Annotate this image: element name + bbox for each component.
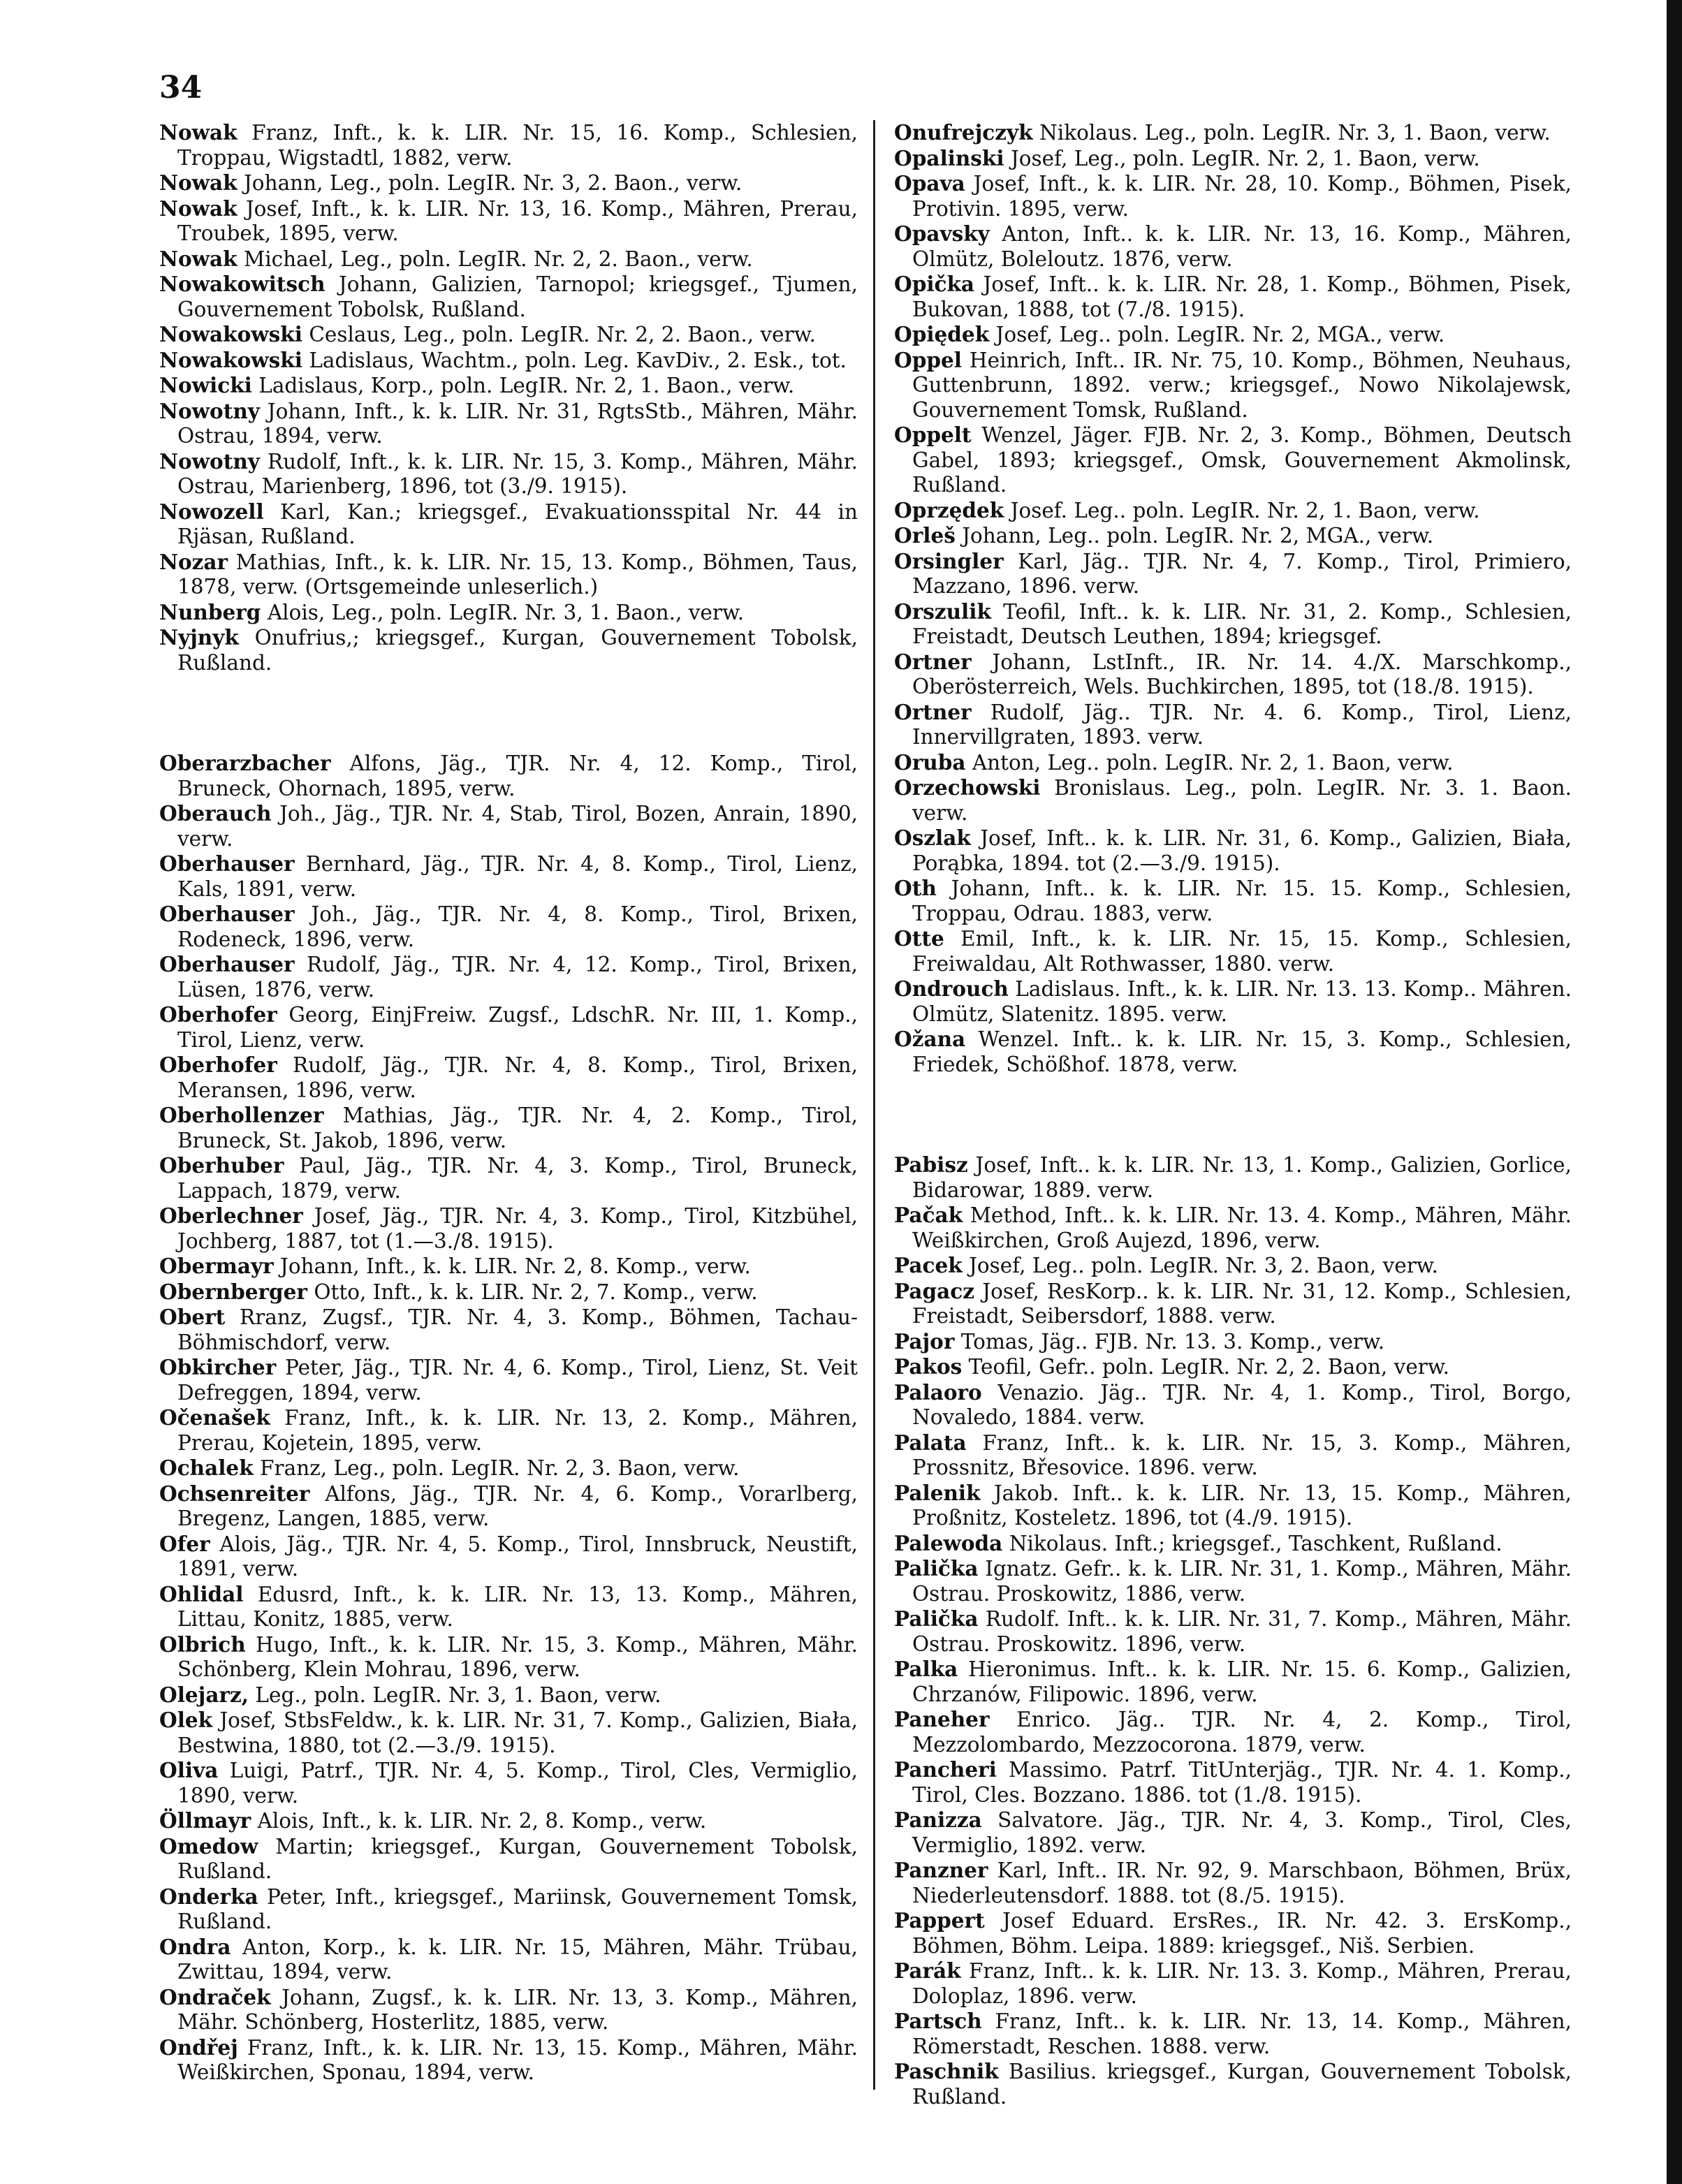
- list-item: [894, 423, 1572, 498]
- entry-name: Pancheri: [894, 1757, 997, 1782]
- entry-name: Oberhollenzer: [159, 1103, 324, 1127]
- list-item: [894, 700, 1572, 750]
- entry-text: Nikolaus. Leg., poln. LegIR. Nr. 3, 1. Baon, verw.: [1039, 121, 1551, 145]
- list-item: [894, 2059, 1572, 2109]
- entry-text: Johann, Zugsf., k. k. LIR. Nr. 13, 3. Komp., Mähren, Mähr. Schönberg, Hosterlitz, 1885, verw.: [177, 1985, 858, 2034]
- entry-name: Oth: [894, 876, 937, 900]
- entry-text: Alfons, Jäg., TJR. Nr. 4, 12. Komp., Tirol, Bruneck, Ohornach, 1895, verw.: [177, 752, 858, 800]
- list-item: [159, 902, 858, 952]
- entry-text: Josef, Inft., k. k. LIR. Nr. 13, 16. Komp., Mähren, Prerau, Troubek, 1895, verw.: [177, 196, 858, 245]
- list-item: [894, 775, 1572, 826]
- entry-text: Ceslaus, Leg., poln. LegIR. Nr. 2, 2. Baon., verw.: [309, 323, 816, 346]
- list-item: [159, 2035, 858, 2086]
- list-item: [894, 1531, 1572, 1557]
- entry-group-p: [894, 1152, 1572, 2109]
- entry-name: Oberhauser: [159, 952, 295, 976]
- entry-name: Orleš: [894, 523, 956, 548]
- entry-text: Bernhard, Jäg., TJR. Nr. 4, 8. Komp., Tirol, Lienz, Kals, 1891, verw.: [177, 852, 858, 901]
- entry-text: Josef, Inft.. k. k. LIR. Nr. 13, 1. Komp., Galizien, Gorlice, Bidarowar, 1889. verw.: [912, 1153, 1572, 1202]
- entry-name: Oliva: [159, 1758, 219, 1782]
- entry-text: Johann, Inft., k. k. LIR. Nr. 2, 8. Komp., verw.: [280, 1254, 751, 1278]
- entry-name: Obkircher: [159, 1355, 277, 1379]
- list-item: [894, 1279, 1572, 1329]
- page-number: 34: [159, 70, 203, 105]
- entry-text: Johann, LstInft., IR. Nr. 14. 4./X. Marschkomp., Oberösterreich, Wels. Buchkirchen, 1895, tot (18./8. 1915).: [912, 650, 1572, 698]
- entry-name: Paneher: [894, 1707, 990, 1731]
- column-divider: [873, 120, 875, 2090]
- entry-name: Palka: [894, 1657, 958, 1681]
- entry-name: Nowotny: [159, 448, 260, 474]
- entry-text: Rudolf, Inft., k. k. LIR. Nr. 15, 3. Komp., Mähren, Mähr. Ostrau, Marienberg, 1896, tot (3./9. 1915).: [177, 449, 858, 498]
- entry-name: Pakos: [894, 1354, 963, 1379]
- list-item: [159, 373, 858, 399]
- entry-text: Method, Inft.. k. k. LIR. Nr. 13. 4. Komp., Mähren, Mähr. Weißkirchen, Groß Aujezd, 1896, verw.: [912, 1203, 1572, 1252]
- list-item: [894, 146, 1572, 172]
- entry-name: Ožana: [894, 1027, 966, 1051]
- list-item: [894, 523, 1572, 549]
- list-item: [159, 1532, 858, 1582]
- section-gap: [894, 1077, 1572, 1152]
- list-item: [159, 170, 858, 196]
- entry-text: Josef, Inft.. k. k. LIR. Nr. 28, 1. Komp., Böhmen, Pisek, Bukovan, 1888, tot (7./8. 1915).: [912, 272, 1572, 321]
- entry-name: Onderka: [159, 1884, 258, 1909]
- entry-name: Öllmayr: [159, 1808, 251, 1833]
- entry-text: Josef. Leg.. poln. LegIR. Nr. 2, 1. Baon, verw.: [1010, 498, 1480, 522]
- list-item: [894, 120, 1572, 146]
- entry-text: Venazio. Jäg.. TJR. Nr. 4, 1. Komp., Tirol, Borgo, Novaledo, 1884. verw.: [912, 1380, 1572, 1429]
- entry-text: Leg., poln. LegIR. Nr. 3, 1. Baon, verw.: [255, 1683, 661, 1707]
- entry-text: Rudolf, Jäg., TJR. Nr. 4, 8. Komp., Tirol, Brixen, Meransen, 1896, verw.: [177, 1053, 858, 1102]
- entry-text: Martin; kriegsgef., Kurgan, Gouvernement Tobolsk, Rußland.: [177, 1834, 858, 1883]
- list-item: [894, 826, 1572, 876]
- list-item: [894, 171, 1572, 221]
- list-item: [894, 1657, 1572, 1707]
- entry-text: Karl, Inft.. IR. Nr. 92, 9. Marschbaon, Böhmen, Brüx, Niederleutensdorf. 1888. tot (8./5. 1915).: [912, 1859, 1572, 1907]
- list-item: [894, 1380, 1572, 1430]
- entry-name: Nowakowski: [159, 322, 302, 346]
- entry-name: Opalinski: [894, 145, 1004, 170]
- entry-name: Oszlak: [894, 826, 971, 850]
- list-item: [159, 1305, 858, 1355]
- list-item: [159, 1405, 858, 1456]
- entry-text: Paul, Jäg., TJR. Nr. 4, 3. Komp., Tirol, Bruneck, Lappach, 1879, verw.: [177, 1154, 858, 1203]
- entry-text: Basilius. kriegsgef., Kurgan, Gouvernement Tobolsk, Rußland.: [912, 2060, 1572, 2109]
- entry-name: Oprzędek: [894, 497, 1004, 522]
- entry-text: Emil, Inft., k. k. LIR. Nr. 15, 15. Komp., Schlesien, Freiwaldau, Alt Rothwasser, 1880. verw.: [912, 927, 1572, 976]
- entry-name: Obermayr: [159, 1254, 274, 1278]
- entry-name: Olejarz,: [159, 1682, 249, 1707]
- scan-edge: [1667, 0, 1682, 2184]
- entry-text: Mathias, Inft., k. k. LIR. Nr. 15, 13. Komp., Böhmen, Taus, 1878, verw. (Ortsgemeinde unleserlich.): [177, 550, 858, 599]
- entry-name: Oppelt: [894, 423, 972, 447]
- entry-name: Onufrejczyk: [894, 120, 1033, 145]
- list-item: [159, 851, 858, 902]
- entry-name: Olek: [159, 1708, 213, 1732]
- entry-text: Georg, EinjFreiw. Zugsf., LdschR. Nr. III, 1. Komp., Tirol, Lienz, verw.: [177, 1003, 858, 1052]
- entry-name: Partsch: [894, 2009, 982, 2033]
- entry-name: Nunberg: [159, 599, 261, 624]
- entry-text: Alois, Leg., poln. LegIR. Nr. 3, 1. Baon., verw.: [267, 600, 745, 624]
- entry-name: Nowak: [159, 196, 237, 221]
- entry-name: Pabisz: [894, 1152, 968, 1177]
- list-item: [159, 1280, 858, 1305]
- entry-name: Očenašek: [159, 1405, 270, 1430]
- entry-text: Rudolf. Inft.. k. k. LIR. Nr. 31, 7. Komp., Mähren, Mähr. Ostrau. Proskowitz. 1896, verw.: [912, 1607, 1572, 1656]
- entry-name: Orsingler: [894, 548, 1004, 573]
- entry-text: Joh., Jäg., TJR. Nr. 4, 8. Komp., Tirol, Brixen, Rodeneck, 1896, verw.: [177, 902, 858, 951]
- entry-name: Opička: [894, 272, 975, 296]
- list-item: [894, 1757, 1572, 1808]
- list-item: [894, 1958, 1572, 2009]
- list-item: [894, 221, 1572, 272]
- entry-text: Bronislaus. Leg., poln. LegIR. Nr. 3. 1. Baon. verw.: [912, 776, 1572, 825]
- entry-text: Heinrich, Inft.. IR. Nr. 75, 10. Komp., Böhmen, Neuhaus, Guttenbrunn, 1892. verw.; kriegsgef., Nowo Nikolajewsk, Gouvernement Tomsk, Rußland.: [912, 348, 1572, 422]
- list-item: [894, 1606, 1572, 1657]
- entry-text: Alois, Jäg., TJR. Nr. 4, 5. Komp., Tirol, Innsbruck, Neustift, 1891, verw.: [177, 1532, 858, 1581]
- list-item: [894, 348, 1572, 423]
- list-item: [894, 1152, 1572, 1203]
- list-item: [159, 751, 858, 801]
- entry-name: Ortner: [894, 649, 972, 674]
- entry-text: Franz, Inft.. k. k. LIR. Nr. 13, 14. Komp., Mähren, Römerstadt, Reschen. 1888. verw.: [912, 2009, 1572, 2058]
- entry-name: Obert: [159, 1305, 226, 1329]
- list-item: [894, 926, 1572, 976]
- entry-text: Alois, Inft., k. k. LIR. Nr. 2, 8. Komp., verw.: [257, 1809, 707, 1833]
- entry-text: Johann, Galizien, Tarnopol; kriegsgef., Tjumen, Gouvernement Tobolsk, Rußland.: [177, 272, 858, 321]
- list-item: [159, 1884, 858, 1935]
- entry-text: Josef, Leg.. poln. LegIR. Nr. 2, MGA., verw.: [995, 323, 1445, 346]
- entry-name: Paschnik: [894, 2059, 999, 2083]
- list-item: [894, 1354, 1572, 1380]
- entry-name: Nowakowitsch: [159, 272, 326, 296]
- entry-text: Johann, Inft., k. k. LIR. Nr. 31, RgtsStb., Mähren, Mähr. Ostrau, 1894, verw.: [177, 399, 858, 448]
- entry-text: Ladislaus, Korp., poln. LegIR. Nr. 2, 1. Baon., verw.: [258, 374, 795, 397]
- entry-text: Teofil, Inft.. k. k. LIR. Nr. 31, 2. Komp., Schlesien, Freistadt, Deutsch Leuthen, 1894; kriegsgef.: [912, 599, 1572, 648]
- entry-name: Oberhuber: [159, 1153, 284, 1178]
- entry-text: Salvatore. Jäg., TJR. Nr. 4, 3. Komp., Tirol, Cles, Vermiglio, 1892. verw.: [912, 1808, 1572, 1857]
- list-item: [159, 1254, 858, 1280]
- list-item: [894, 1808, 1572, 1858]
- list-item: [159, 1758, 858, 1808]
- entry-name: Nowak: [159, 246, 237, 271]
- right-column: [894, 120, 1572, 2109]
- entry-text: Otto, Inft., k. k. LIR. Nr. 2, 7. Komp., verw.: [314, 1280, 758, 1304]
- list-item: [159, 1355, 858, 1405]
- list-item: [894, 599, 1572, 650]
- section-gap: [159, 675, 858, 751]
- entry-name: Panzner: [894, 1858, 988, 1882]
- entry-text: Rudolf, Jäg.. TJR. Nr. 4. 6. Komp., Tirol, Lienz, Innervillgraten, 1893. verw.: [912, 700, 1572, 749]
- entry-name: Palička: [894, 1556, 979, 1581]
- entry-text: Alfons, Jäg., TJR. Nr. 4, 6. Komp., Vorarlberg, Bregenz, Langen, 1885, verw.: [177, 1481, 858, 1530]
- entry-text: Josef, StbsFeldw., k. k. LIR. Nr. 31, 7. Komp., Galizien, Biała, Bestwina, 1880, tot (2.—3./9. 1915).: [177, 1708, 858, 1757]
- entry-name: Pačak: [894, 1203, 963, 1227]
- entry-group-o: [159, 751, 858, 2086]
- entry-text: Karl, Kan.; kriegsgef., Evakuationsspital Nr. 44 in Rjäsan, Rußland.: [177, 499, 858, 548]
- entry-text: Teofil, Gefr.. poln. LegIR. Nr. 2, 2. Baon, verw.: [968, 1355, 1450, 1379]
- list-item: [159, 1153, 858, 1203]
- entry-name: Ofer: [159, 1531, 210, 1556]
- list-item: [894, 272, 1572, 322]
- entry-name: Pacek: [894, 1253, 963, 1277]
- list-item: [894, 322, 1572, 348]
- entry-text: Josef, Inft., k. k. LIR. Nr. 28, 10. Komp., Böhmen, Pisek, Protivin. 1895, verw.: [912, 172, 1572, 221]
- entry-name: Ondrouch: [894, 976, 1009, 1001]
- list-item: [159, 499, 858, 550]
- entry-name: Panizza: [894, 1808, 982, 1832]
- entry-name: Opiędek: [894, 322, 990, 346]
- entry-text: Massimo. Patrf. TitUnterjäg., TJR. Nr. 4. 1. Komp., Tirol, Cles. Bozzano. 1886. tot (1./8. 1915).: [912, 1758, 1572, 1807]
- list-item: [894, 1430, 1572, 1481]
- entry-text: Josef, Leg., poln. LegIR. Nr. 2, 1. Baon, verw.: [1010, 146, 1480, 170]
- entry-name: Ondraček: [159, 1984, 271, 2009]
- entry-name: Nozar: [159, 549, 228, 574]
- entry-text: Johann, Inft.. k. k. LIR. Nr. 15. 15. Komp., Schlesien, Troppau, Odrau. 1883, verw.: [912, 877, 1572, 925]
- entry-name: Nowak: [159, 170, 237, 195]
- entry-text: Ladislaus. Inft., k. k. LIR. Nr. 13. 13. Komp.. Mähren. Olmütz, Slatenitz. 1895. verw.: [912, 977, 1572, 1026]
- entry-text: Franz, Inft., k. k. LIR. Nr. 13, 2. Komp., Mähren, Prerau, Kojetein, 1895, verw.: [177, 1406, 858, 1455]
- list-item: [159, 600, 858, 626]
- entry-text: Enrico. Jäg.. TJR. Nr. 4, 2. Komp., Tirol, Mezzolombardo, Mezzocorona. 1879, verw.: [912, 1708, 1572, 1757]
- entry-name: Oberhauser: [159, 902, 295, 926]
- list-item: [159, 120, 858, 170]
- entry-name: Pappert: [894, 1908, 985, 1933]
- list-item: [159, 1985, 858, 2035]
- list-item: [159, 1708, 858, 1758]
- entry-text: Edusrd, Inft., k. k. LIR. Nr. 13, 13. Komp., Mähren, Littau, Konitz, 1885, verw.: [177, 1582, 858, 1631]
- entry-text: Johann, Leg., poln. LegIR. Nr. 3, 2. Baon., verw.: [243, 171, 743, 195]
- list-item: [894, 1556, 1572, 1606]
- entry-name: Ohlidal: [159, 1581, 244, 1606]
- entry-name: Oppel: [894, 347, 962, 372]
- list-item: [894, 750, 1572, 776]
- entry-name: Olbrich: [159, 1632, 246, 1657]
- entry-name: Oberhauser: [159, 851, 295, 876]
- entry-name: Otte: [894, 926, 944, 951]
- list-item: [894, 876, 1572, 926]
- list-item: [159, 952, 858, 1002]
- list-item: [894, 549, 1572, 599]
- entry-text: Hieronimus. Inft.. k. k. LIR. Nr. 15. 6. Komp., Galizien, Chrzanów, Filipowic. 1896, verw.: [912, 1657, 1572, 1706]
- entry-text: Josef, Inft.. k. k. LIR. Nr. 31, 6. Komp., Galizien, Biała, Porąbka, 1894. tot (2.—3./9. 1915).: [912, 826, 1572, 875]
- list-item: [894, 1707, 1572, 1757]
- entry-name: Oberhofer: [159, 1002, 277, 1027]
- entry-name: Palaoro: [894, 1379, 982, 1405]
- entry-text: Ignatz. Gefr.. k. k. LIR. Nr. 31, 1. Komp., Mähren, Mähr. Ostrau. Proskowitz, 1886, verw.: [912, 1557, 1572, 1606]
- entry-text: Karl, Jäg.. TJR. Nr. 4, 7. Komp., Tirol, Primiero, Mazzano, 1896. verw.: [912, 549, 1572, 598]
- entry-text: Peter, Inft., kriegsgef., Mariinsk, Gouvernement Tomsk, Rußland.: [177, 1884, 858, 1933]
- list-item: [159, 196, 858, 247]
- entry-text: Anton, Korp., k. k. LIR. Nr. 15, Mähren, Mähr. Trübau, Zwittau, 1894, verw.: [177, 1935, 858, 1984]
- list-item: [159, 399, 858, 449]
- entry-text: Franz, Inft., k. k. LIR. Nr. 13, 15. Komp., Mähren, Mähr. Weißkirchen, Sponau, 1894, verw.: [177, 2035, 858, 2084]
- entry-text: Onufrius,; kriegsgef., Kurgan, Gouvernement Tobolsk, Rußland.: [177, 626, 858, 675]
- list-item: [894, 1027, 1572, 1077]
- list-item: [894, 650, 1572, 700]
- entry-name: Oberauch: [159, 801, 272, 826]
- entry-text: Joh., Jäg., TJR. Nr. 4, Stab, Tirol, Bozen, Anrain, 1890, verw.: [177, 802, 858, 851]
- entry-name: Pajor: [894, 1328, 955, 1354]
- left-column: [159, 120, 858, 2086]
- entry-name: Ochalek: [159, 1456, 254, 1480]
- list-item: [894, 1203, 1572, 1253]
- entry-name: Palička: [894, 1606, 979, 1631]
- entry-text: Nikolaus. Inft.; kriegsgef., Taschkent, Rußland.: [1009, 1531, 1502, 1555]
- entry-text: Franz, Inft.. k. k. LIR. Nr. 13. 3. Komp., Mähren, Prerau, Doloplaz, 1896. verw.: [912, 1959, 1572, 2008]
- entry-text: Mathias, Jäg., TJR. Nr. 4, 2. Komp., Tirol, Bruneck, St. Jakob, 1896, verw.: [177, 1104, 858, 1152]
- entry-text: Franz, Inft.. k. k. LIR. Nr. 15, 3. Komp., Mähren, Prossnitz, Břesovice. 1896. verw.: [912, 1430, 1572, 1479]
- entry-name: Opava: [894, 171, 965, 196]
- list-item: [159, 247, 858, 272]
- entry-name: Ondřej: [159, 2035, 238, 2060]
- list-item: [894, 1908, 1572, 1958]
- list-item: [159, 1683, 858, 1708]
- entry-text: Josef, Leg.. poln. LegIR. Nr. 3, 2. Baon, verw.: [969, 1254, 1438, 1277]
- list-item: [159, 1002, 858, 1053]
- list-item: [159, 322, 858, 348]
- entry-text: Michael, Leg., poln. LegIR. Nr. 2, 2. Baon., verw.: [243, 247, 753, 271]
- entry-text: Peter, Jäg., TJR. Nr. 4, 6. Komp., Tirol, Lienz, St. Veit Defreggen, 1894, verw.: [177, 1356, 858, 1405]
- entry-text: Wenzel, Jäger. FJB. Nr. 2, 3. Komp., Böhmen, Deutsch Gabel, 1893; kriegsgef., Omsk, Gouvernement Akmolinsk, Rußland.: [912, 423, 1572, 497]
- entry-name: Nowakowski: [159, 347, 302, 372]
- entry-text: Rranz, Zugsf., TJR. Nr. 4, 3. Komp., Böhmen, Tachau-Böhmischdorf, verw.: [177, 1305, 858, 1354]
- list-item: [159, 1808, 858, 1834]
- entry-text: Ladislaus, Wachtm., poln. Leg. KavDiv., 2. Esk., tot.: [309, 348, 847, 372]
- entry-text: Josef, ResKorp.. k. k. LIR. Nr. 31, 12. Komp., Schlesien, Freistadt, Seibersdorf, 1888. verw.: [912, 1279, 1572, 1328]
- entry-name: Parák: [894, 1958, 961, 1983]
- list-item: [159, 625, 858, 675]
- list-item: [159, 1834, 858, 1884]
- entry-name: Opavsky: [894, 221, 990, 246]
- entry-name: Nowotny: [159, 398, 260, 423]
- list-item: [159, 1053, 858, 1103]
- entry-text: Anton, Inft.. k. k. LIR. Nr. 13, 16. Komp., Mähren, Olmütz, Boleloutz. 1876, verw.: [912, 222, 1572, 271]
- list-item: [159, 348, 858, 374]
- list-item: [159, 1456, 858, 1481]
- entry-name: Oberlechner: [159, 1203, 303, 1228]
- entry-name: Obernberger: [159, 1279, 307, 1304]
- list-item: [159, 1582, 858, 1632]
- list-item: [894, 1481, 1572, 1531]
- list-item: [159, 1203, 858, 1254]
- entry-text: Josef Eduard. ErsRes., IR. Nr. 42. 3. ErsKomp., Böhmen, Böhm. Leipa. 1889: kriegsgef., Niš. Serbien.: [912, 1909, 1572, 1958]
- entry-name: Oruba: [894, 749, 966, 775]
- list-item: [894, 1253, 1572, 1279]
- entry-name: Nyjnyk: [159, 625, 239, 650]
- entry-name: Orzechowski: [894, 775, 1041, 800]
- entry-name: Oberarzbacher: [159, 751, 331, 775]
- list-item: [159, 272, 858, 322]
- list-item: [159, 1632, 858, 1683]
- list-item: [894, 2009, 1572, 2059]
- entry-text: Franz, Inft., k. k. LIR. Nr. 15, 16. Komp., Schlesien, Troppau, Wigstadtl, 1882, verw.: [177, 121, 858, 170]
- list-item: [894, 1329, 1572, 1355]
- entry-name: Oberhofer: [159, 1053, 277, 1077]
- entry-text: Wenzel. Inft.. k. k. LIR. Nr. 15, 3. Komp., Schlesien, Friedek, Schößhof. 1878, verw.: [912, 1027, 1572, 1076]
- entry-text: Jakob. Inft.. k. k. LIR. Nr. 13, 15. Komp., Mähren, Proßnitz, Kosteletz. 1896, tot (4./9. 1915).: [912, 1481, 1572, 1530]
- entry-text: Luigi, Patrf., TJR. Nr. 4, 5. Komp., Tirol, Cles, Vermiglio, 1890, verw.: [177, 1759, 858, 1808]
- list-item: [159, 550, 858, 600]
- entry-group-o-continued: [894, 120, 1572, 1077]
- entry-text: Tomas, Jäg.. FJB. Nr. 13. 3. Komp., verw.: [960, 1329, 1385, 1354]
- entry-name: Palenik: [894, 1480, 981, 1505]
- entry-name: Ondra: [159, 1934, 231, 1959]
- entry-name: Palata: [894, 1430, 967, 1455]
- entry-text: Hugo, Inft., k. k. LIR. Nr. 15, 3. Komp., Mähren, Mähr. Schönberg, Klein Mohrau, 1896, verw.: [177, 1632, 858, 1681]
- entry-name: Omedow: [159, 1833, 258, 1859]
- entry-name: Palewoda: [894, 1530, 1003, 1555]
- entry-name: Nowak: [159, 120, 237, 145]
- entry-name: Pagacz: [894, 1278, 974, 1303]
- entry-group-n: [159, 120, 858, 675]
- entry-text: Rudolf, Jäg., TJR. Nr. 4, 12. Komp., Tirol, Brixen, Lüsen, 1876, verw.: [177, 953, 858, 1002]
- entry-text: Anton, Leg.. poln. LegIR. Nr. 2, 1. Baon, verw.: [972, 750, 1454, 775]
- entry-name: Ortner: [894, 699, 972, 724]
- entry-name: Orszulik: [894, 599, 991, 624]
- list-item: [894, 1858, 1572, 1908]
- entry-name: Nowozell: [159, 499, 264, 524]
- entry-text: Josef, Jäg., TJR. Nr. 4, 3. Komp., Tirol, Kitzbühel, Jochberg, 1887, tot (1.—3./8. 1915).: [177, 1204, 858, 1253]
- list-item: [894, 976, 1572, 1027]
- list-item: [159, 1103, 858, 1153]
- entry-name: Ochsenreiter: [159, 1481, 310, 1506]
- list-item: [159, 801, 858, 851]
- entry-name: Nowicki: [159, 373, 252, 397]
- list-item: [159, 1935, 858, 1985]
- list-item: [159, 449, 858, 499]
- list-item: [894, 498, 1572, 524]
- entry-text: Johann, Leg.. poln. LegIR. Nr. 2, MGA., verw.: [962, 524, 1434, 548]
- list-item: [159, 1481, 858, 1532]
- entry-text: Franz, Leg., poln. LegIR. Nr. 2, 3. Baon, verw.: [260, 1456, 740, 1480]
